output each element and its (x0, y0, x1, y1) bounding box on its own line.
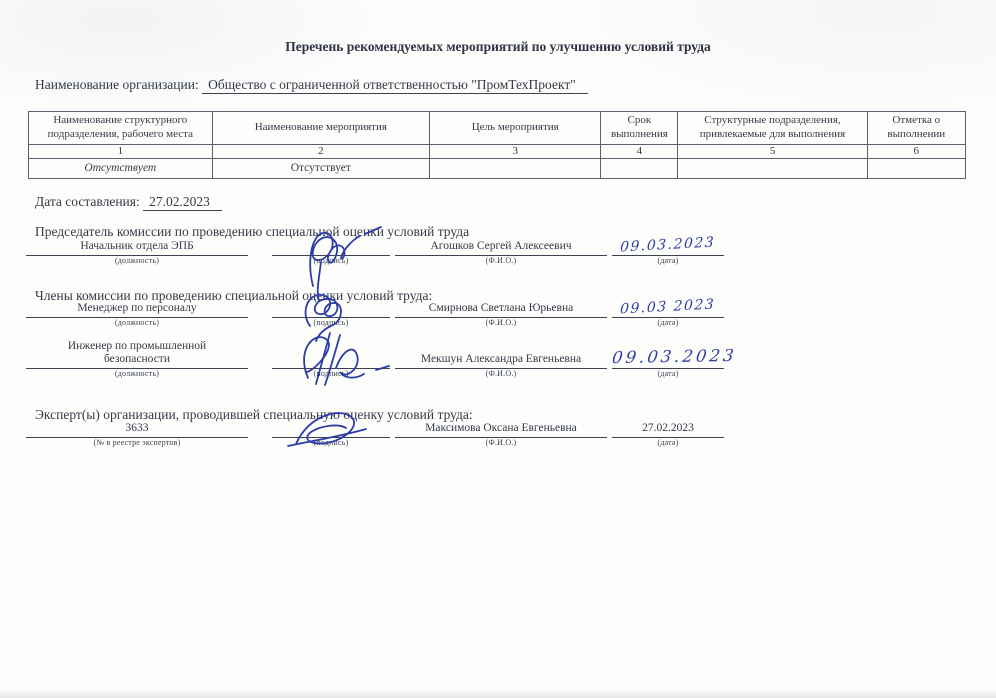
expert-name: Максимова Оксана Евгеньевна (425, 421, 577, 434)
member2-signature-row (0, 337, 996, 381)
cell-department: Отсутствует (29, 159, 213, 178)
document-title: Перечень рекомендуемых мероприятий по улучшению условий труда (285, 39, 711, 54)
member2-position-field (26, 339, 248, 378)
member2-name-field (395, 352, 607, 378)
compiled-date-value: 27.02.2023 (143, 194, 222, 211)
expert-signature-field (272, 435, 390, 447)
signature-label: (подпись) (313, 369, 349, 378)
chairman-name-field (395, 239, 607, 265)
col-header-involved-units: Структурные подразделения, привлекаемые для выполнения (678, 112, 867, 145)
cell-involved-units (678, 159, 867, 178)
member2-date: 09.03.2023 (610, 345, 738, 367)
position-label: (должность) (114, 256, 160, 265)
expert-name-field (395, 421, 607, 447)
position-label: (должность) (114, 318, 160, 327)
name-label: (Ф.И.О.) (485, 256, 517, 265)
signature-label: (подпись) (313, 256, 349, 265)
date-label: (дата) (657, 438, 679, 447)
compiled-date-line (35, 194, 222, 210)
cell-purpose (430, 159, 601, 178)
col-number: 5 (678, 144, 867, 159)
member1-date-field (612, 296, 724, 327)
col-number: 2 (212, 144, 429, 159)
expert-date-field (612, 421, 724, 447)
experts-heading: Эксперт(ы) организации, проводившей специальную оценку условий труда: (35, 407, 473, 422)
table-number-row (29, 144, 966, 159)
col-header-measure: Наименование мероприятия (212, 112, 429, 145)
chairman-heading: Председатель комиссии по проведению специальной оценки условий труда (35, 224, 470, 239)
expert-date: 27.02.2023 (642, 421, 694, 434)
organization-line (35, 77, 588, 93)
member1-name-field (395, 301, 607, 327)
member2-position: Инженер по промышленной безопасности (67, 339, 207, 365)
members-heading: Члены комиссии по проведению специальной оценки условий труда: (35, 288, 433, 303)
chairman-signature-field (272, 253, 390, 265)
expert-registry-field (26, 421, 248, 447)
col-header-department: Наименование структурного подразделения, рабочего места (29, 112, 213, 145)
name-label: (Ф.И.О.) (485, 369, 517, 378)
position-label: (должность) (114, 369, 160, 378)
col-header-purpose: Цель мероприятия (430, 112, 601, 145)
member1-position-field (26, 301, 248, 327)
chairman-date-field (612, 234, 724, 265)
chairman-signature-row (0, 224, 996, 268)
date-label: (дата) (657, 318, 679, 327)
cell-deadline (601, 159, 678, 178)
col-number: 1 (29, 144, 213, 159)
col-header-completion-mark: Отметка о выполнении (867, 112, 965, 145)
expert-registry-number: 3633 (125, 421, 149, 434)
table-row (29, 159, 966, 178)
name-label: (Ф.И.О.) (485, 318, 517, 327)
signature-label: (подпись) (313, 318, 349, 327)
cell-completion-mark (867, 159, 965, 178)
member2-name: Мекшун Александра Евгеньевна (420, 352, 582, 365)
signature-label: (подпись) (313, 438, 349, 447)
name-label: (Ф.И.О.) (485, 438, 517, 447)
col-header-deadline: Срок выполнения (601, 112, 678, 145)
member1-signature-row (0, 298, 996, 330)
table-header-row (29, 112, 966, 145)
chairman-date: 09.03.2023 (620, 234, 716, 256)
member2-signature-field (272, 366, 390, 378)
organization-value: Общество с ограниченной ответственностью "ПромТехПроект" (202, 77, 588, 94)
member2-date-field (610, 345, 738, 378)
organization-label: Наименование организации: (35, 77, 199, 92)
col-number: 6 (867, 144, 965, 159)
expert-signature-row (0, 406, 996, 450)
chairman-name: Агошков Сергей Алексеевич (430, 239, 572, 252)
member1-name: Смирнова Светлана Юрьевна (428, 301, 574, 314)
col-number: 3 (430, 144, 601, 159)
chairman-position-field (26, 239, 248, 265)
member1-signature-field (272, 315, 390, 327)
compiled-date-label: Дата составления: (35, 194, 140, 209)
col-number: 4 (601, 144, 678, 159)
registry-label: (№ в реестре экспертов) (93, 438, 181, 447)
date-label: (дата) (657, 256, 679, 265)
chairman-position: Начальник отдела ЭПБ (80, 239, 194, 252)
cell-measure: Отсутствует (212, 159, 429, 178)
member1-date: 09.03 2023 (620, 296, 716, 318)
measures-table (28, 111, 966, 179)
member1-position: Менеджер по персоналу (77, 301, 197, 314)
date-label: (дата) (657, 369, 679, 378)
